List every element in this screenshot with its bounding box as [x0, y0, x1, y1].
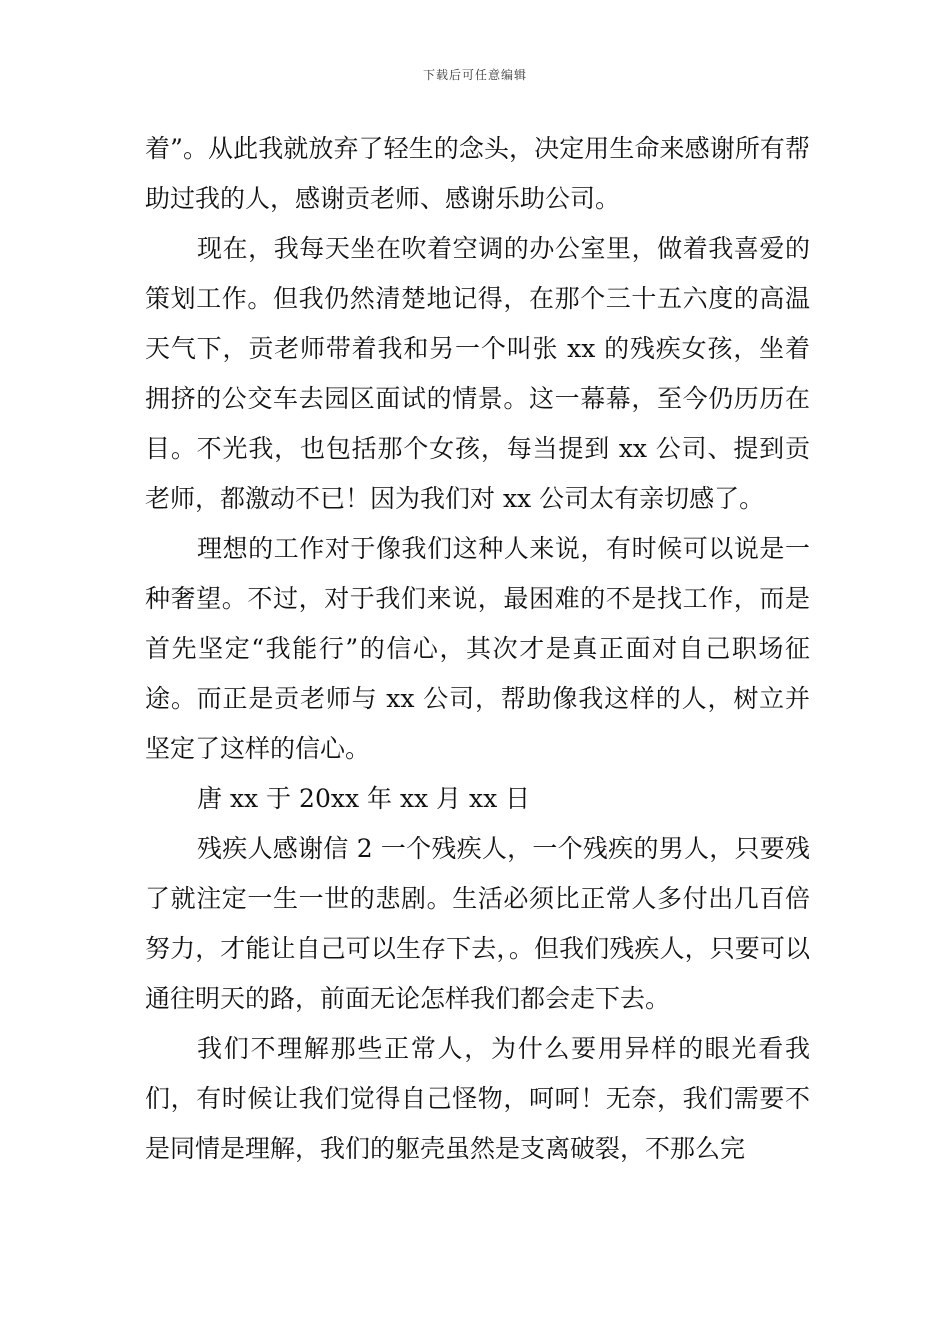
paragraph-ideal-job: 理想的工作对于像我们这种人来说，有时候可以说是一种奢望。不过，对于我们来说，最困难的不是找工作，而是首先坚定“我能行”的信心，其次才是真正面对自己职场征途。而正是贡老师与 xx 公司，帮助像我这样的人，树立并坚定了这样的信心。 [145, 534, 810, 763]
signature-line: 唐 xx 于 20xx 年 xx 月 xx 日 [197, 784, 531, 813]
paragraph-letter-2-intro: 残疾人感谢信 2 一个残疾人，一个残疾的男人，只要残了就注定一生一世的悲剧。生活必须比正常人多付出几百倍努力，才能让自己可以生存下去，。但我们残疾人，只要可以通往明天的路，前面无论怎样我们都会走下去。 [145, 834, 810, 1013]
paragraph-continuation: 着”。从此我就放弃了轻生的念头，决定用生命来感谢所有帮助过我的人，感谢贡老师、感谢乐助公司。 [145, 134, 810, 213]
document-body [145, 124, 810, 1174]
paragraph-understanding: 我们不理解那些正常人，为什么要用异样的眼光看我们，有时候让我们觉得自己怪物，呵呵！无奈，我们需要不是同情是理解，我们的躯壳虽然是支离破裂，不那么完 [145, 1034, 810, 1163]
paragraph-office-work: 现在，我每天坐在吹着空调的办公室里，做着我喜爱的策划工作。但我仍然清楚地记得，在那个三十五六度的高温天气下，贡老师带着我和另一个叫张 xx 的残疾女孩，坐着拥挤的公交车去园区面试的情景。这一幕幕，至今仍历历在目。不光我，也包括那个女孩，每当提到 xx 公司、提到贡老师，都激动不已！因为我们对 xx 公司太有亲切感了。 [145, 234, 810, 513]
header-note: 下载后可任意编辑 [422, 68, 527, 82]
